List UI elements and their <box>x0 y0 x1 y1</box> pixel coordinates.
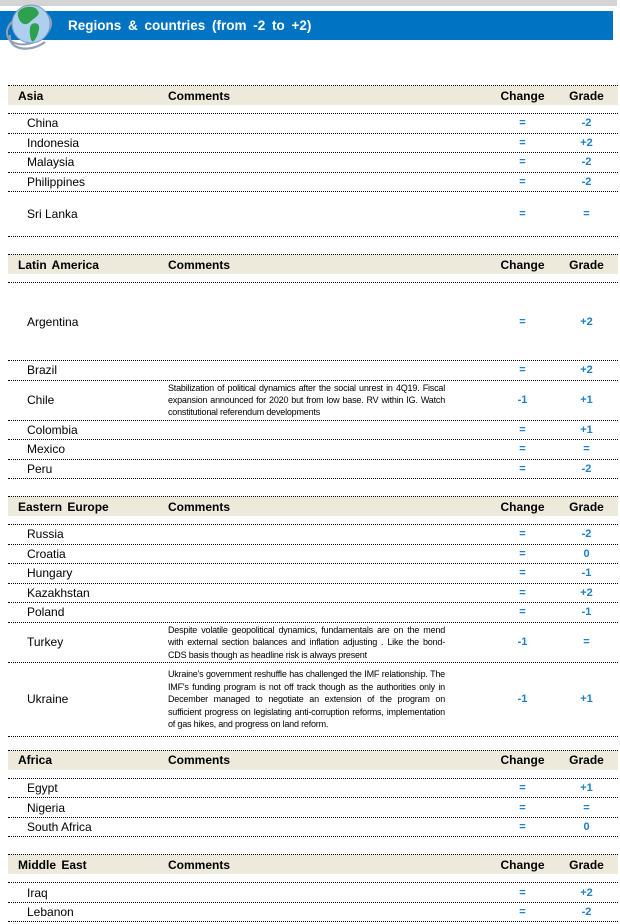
grade-value: = <box>583 801 590 814</box>
row-sri-lanka <box>8 192 618 237</box>
grade-value: -2 <box>581 906 592 919</box>
section-rows <box>8 282 618 479</box>
country-name: Mexico <box>27 442 66 457</box>
section-header <box>8 85 618 105</box>
country-name: Poland <box>27 605 65 620</box>
country-name: Lebanon <box>27 905 74 920</box>
country-name: Nigeria <box>27 800 66 815</box>
grade-value: +1 <box>580 423 593 436</box>
country-comment: Ukraine's government reshuffle has challenged the IMF relationship. The IMF's funding program is not off track though as the authorities only in December managed to negotiate an extension of the program on sufficient progress on legislating anti-corruption reforms, implementation of gas hikes, and progress on land reform. <box>168 669 445 730</box>
page-title: Regions & countries (from -2 to +2) <box>68 18 312 33</box>
grade-value: -2 <box>581 175 592 188</box>
section-rows <box>8 524 618 737</box>
country-comment <box>168 429 445 431</box>
country-comment: Despite volatile geopolitical dynamics, fundamentals are on the mend with external section balances and inflation adjusting . Like the bond-CDS basis though as headline risk is always present <box>168 624 445 660</box>
change-value: = <box>519 117 526 130</box>
row-iraq <box>8 883 618 903</box>
section-spacer <box>8 874 618 882</box>
country-comment <box>168 142 445 144</box>
country-name: Philippines <box>27 174 86 189</box>
country-name: Iraq <box>27 885 48 900</box>
section-spacer <box>8 105 618 113</box>
country-name: Egypt <box>27 781 58 796</box>
section-spacer <box>8 770 618 778</box>
grade-value: +2 <box>580 886 593 899</box>
change-value: = <box>519 462 526 475</box>
row-nigeria <box>8 798 618 818</box>
row-mexico <box>8 440 618 460</box>
change-value: = <box>519 364 526 377</box>
col-header-change: Change <box>500 88 545 103</box>
country-comment <box>168 213 445 215</box>
country-comment <box>168 468 445 470</box>
top-strip <box>0 0 617 6</box>
col-header-grade: Grade <box>569 257 604 272</box>
country-name: Colombia <box>27 422 78 437</box>
row-philippines <box>8 173 618 193</box>
change-value: = <box>519 821 526 834</box>
section-title: Eastern Europe <box>18 499 109 514</box>
col-header-comments: Comments <box>168 257 231 272</box>
change-value: = <box>519 547 526 560</box>
section-rows <box>8 113 618 237</box>
grade-value: 0 <box>583 547 590 560</box>
change-value: = <box>519 886 526 899</box>
change-value: = <box>519 443 526 456</box>
row-poland <box>8 603 618 623</box>
grade-value: = <box>583 208 590 220</box>
section-spacer <box>8 274 618 282</box>
country-comment <box>168 611 445 613</box>
change-value: = <box>519 156 526 169</box>
title-bar <box>0 11 613 40</box>
grade-value: 0 <box>583 821 590 834</box>
country-comment <box>168 826 445 828</box>
section-title: Africa <box>18 753 53 768</box>
row-south-africa <box>8 818 618 838</box>
change-value: = <box>519 175 526 188</box>
grade-value: = <box>583 636 590 649</box>
country-comment <box>168 592 445 594</box>
grade-value: -2 <box>581 462 592 475</box>
col-header-change: Change <box>500 257 545 272</box>
grade-value: +2 <box>580 586 593 599</box>
country-name: China <box>27 116 59 131</box>
country-comment <box>168 321 445 323</box>
country-name: Sri Lanka <box>27 207 78 221</box>
col-header-grade: Grade <box>569 499 604 514</box>
row-russia <box>8 525 618 545</box>
row-argentina <box>8 283 618 361</box>
country-comment <box>168 807 445 809</box>
country-name: Chile <box>27 393 55 408</box>
country-name: Russia <box>27 527 64 542</box>
section-rows <box>8 882 618 922</box>
country-name: Peru <box>27 461 53 476</box>
change-value: = <box>519 208 526 220</box>
country-comment <box>168 892 445 894</box>
col-header-comments: Comments <box>168 753 231 768</box>
section-header <box>8 854 618 874</box>
row-china <box>8 114 618 134</box>
country-name: Kazakhstan <box>27 585 90 600</box>
country-comment: Stabilization of political dynamics after the social unrest in 4Q19. Fiscal expansion announced for 2020 but from low base. RV within IG. Watch constitutional referendum developments <box>168 382 445 418</box>
grade-value: +1 <box>580 693 593 706</box>
section-title: Middle East <box>18 857 87 872</box>
grade-value: +2 <box>580 364 593 377</box>
change-value: -1 <box>517 394 528 407</box>
country-comment <box>168 787 445 789</box>
section-middle-east <box>8 854 618 922</box>
country-name: Turkey <box>27 635 64 650</box>
ratings-table <box>8 85 618 922</box>
grade-value: +2 <box>580 315 593 328</box>
grade-value: -2 <box>581 117 592 130</box>
row-kazakhstan <box>8 584 618 604</box>
country-name: Indonesia <box>27 135 80 150</box>
change-value: = <box>519 315 526 328</box>
row-malaysia <box>8 153 618 173</box>
country-comment <box>168 161 445 163</box>
change-value: = <box>519 801 526 814</box>
change-value: = <box>519 606 526 619</box>
country-name: South Africa <box>27 820 92 835</box>
grade-value: +1 <box>580 394 593 407</box>
section-title: Latin America <box>18 257 99 272</box>
grade-value: = <box>583 443 590 456</box>
country-name: Croatia <box>27 546 66 561</box>
col-header-comments: Comments <box>168 88 231 103</box>
grade-value: -1 <box>581 567 592 580</box>
country-name: Brazil <box>27 363 58 378</box>
change-value: = <box>519 906 526 919</box>
globe-icon <box>5 1 55 51</box>
col-header-change: Change <box>500 499 545 514</box>
country-comment <box>168 911 445 913</box>
change-value: = <box>519 528 526 541</box>
row-turkey <box>8 623 618 663</box>
section-title: Asia <box>18 88 44 103</box>
country-comment <box>168 122 445 124</box>
row-colombia <box>8 421 618 441</box>
section-asia <box>8 85 618 237</box>
country-comment <box>168 572 445 574</box>
col-header-comments: Comments <box>168 499 231 514</box>
grade-value: -2 <box>581 156 592 169</box>
country-name: Malaysia <box>27 155 75 170</box>
row-peru <box>8 460 618 480</box>
row-brazil <box>8 361 618 381</box>
section-eastern-europe <box>8 496 618 737</box>
grade-value: +1 <box>580 782 593 795</box>
country-comment <box>168 533 445 535</box>
country-comment <box>168 448 445 450</box>
change-value: = <box>519 782 526 795</box>
row-hungary <box>8 564 618 584</box>
col-header-grade: Grade <box>569 857 604 872</box>
change-value: = <box>519 423 526 436</box>
row-croatia <box>8 545 618 565</box>
col-header-grade: Grade <box>569 753 604 768</box>
section-header <box>8 254 618 274</box>
section-header <box>8 750 618 770</box>
section-rows <box>8 778 618 838</box>
grade-value: -2 <box>581 528 592 541</box>
row-ukraine <box>8 663 618 737</box>
country-comment <box>168 553 445 555</box>
grade-value: +2 <box>580 136 593 149</box>
change-value: = <box>519 567 526 580</box>
change-value: = <box>519 136 526 149</box>
col-header-change: Change <box>500 753 545 768</box>
col-header-grade: Grade <box>569 88 604 103</box>
country-comment <box>168 181 445 183</box>
col-header-comments: Comments <box>168 857 231 872</box>
country-name: Argentina <box>27 314 79 329</box>
change-value: -1 <box>517 636 528 649</box>
country-name: Ukraine <box>27 692 69 707</box>
section-latin-america <box>8 254 618 479</box>
section-africa <box>8 750 618 838</box>
section-header <box>8 496 618 516</box>
change-value: -1 <box>517 693 528 706</box>
country-comment <box>168 369 445 371</box>
grade-value: -1 <box>581 606 592 619</box>
row-lebanon <box>8 903 618 923</box>
row-chile <box>8 381 618 421</box>
country-name: Hungary <box>27 566 73 581</box>
section-spacer <box>8 516 618 524</box>
change-value: = <box>519 586 526 599</box>
col-header-change: Change <box>500 857 545 872</box>
row-egypt <box>8 779 618 799</box>
row-indonesia <box>8 134 618 154</box>
